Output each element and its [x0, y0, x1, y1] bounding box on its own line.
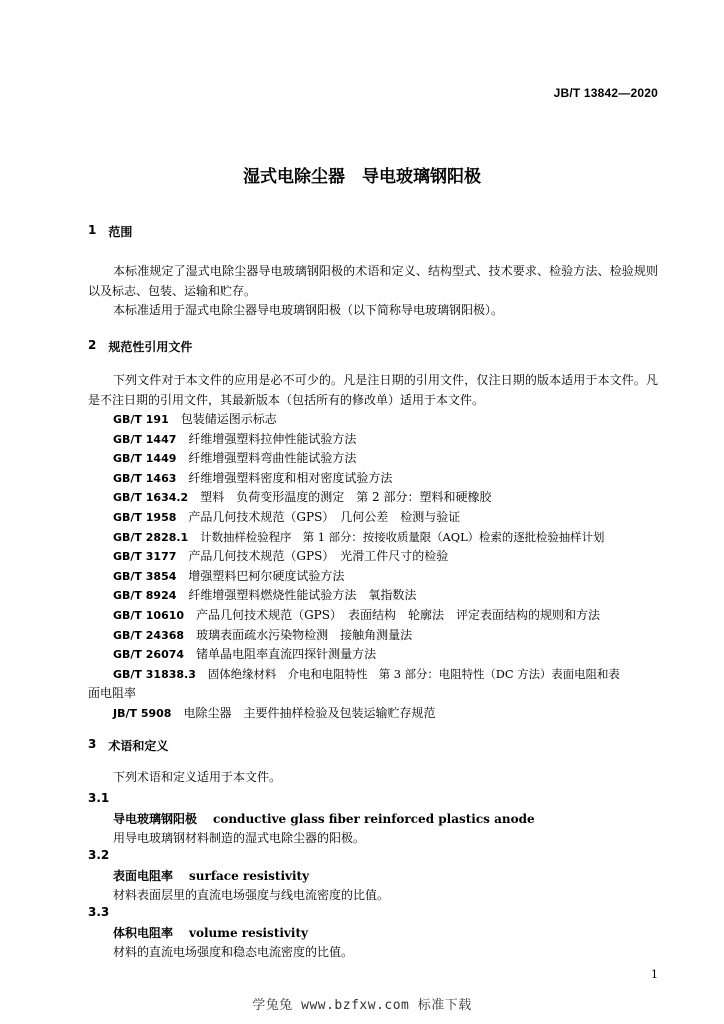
term-chinese: 表面电阻率 — [113, 869, 174, 883]
section-2-intro — [88, 371, 658, 410]
reference-title: 纤维增强塑料弯曲性能试验方法 — [188, 451, 357, 466]
download-watermark: 学兔兔 www.bzfxw.com 标准下载 — [252, 998, 472, 1013]
term-definition: 材料的直流电场强度和稳态电流密度的比值。 — [113, 945, 354, 959]
reference-title: 产品几何技术规范（GPS） 光滑工件尺寸的检验 — [188, 549, 449, 564]
reference-code: GB/T 1634.2 — [113, 491, 189, 505]
reference-code: GB/T 31838.3 — [113, 667, 196, 681]
section-3-heading — [88, 737, 658, 754]
section-3-intro — [88, 768, 658, 788]
term-english: surface resistivity — [189, 869, 310, 883]
reference-item — [88, 626, 658, 646]
section-number: 2 — [88, 338, 97, 352]
page-number: 1 — [651, 968, 658, 981]
reference-title: 纤维增强塑料拉伸性能试验方法 — [188, 431, 357, 446]
reference-title: 产品几何技术规范（GPS） 几何公差 检测与验证 — [188, 509, 461, 524]
clause-number: 3.3 — [88, 905, 110, 919]
section-1-body — [88, 262, 658, 321]
reference-title: 包装储运图示标志 — [180, 412, 277, 426]
term-definition: 材料表面层里的直流电场强度与线电流密度的比值。 — [113, 888, 390, 902]
normative-references-list — [88, 410, 658, 724]
reference-item — [88, 528, 658, 548]
section-title: 范围 — [108, 225, 133, 239]
section-number: 1 — [88, 223, 97, 237]
reference-code: GB/T 191 — [113, 413, 169, 426]
reference-title: 锗单晶电阻率直流四探针测量方法 — [196, 647, 377, 662]
section-title: 规范性引用文件 — [108, 340, 193, 354]
reference-title: 产品几何技术规范（GPS） 表面结构 轮廓法 评定表面结构的规则和方法 — [196, 607, 600, 622]
reference-code: GB/T 3854 — [113, 569, 177, 583]
reference-item — [88, 606, 658, 626]
document-title: 湿式电除尘器 导电玻璃钢阳极 — [243, 167, 481, 187]
reference-title: 纤维增强塑料燃烧性能试验方法 氧指数法 — [188, 588, 417, 603]
reference-title-continued: 面电阻率 — [88, 686, 137, 701]
reference-code: GB/T 24368 — [113, 628, 185, 642]
reference-title: 玻璃表面疏水污染物检测 接触角测量法 — [196, 627, 413, 642]
term-entry — [113, 924, 308, 941]
clause-number: 3.1 — [88, 791, 110, 805]
term-chinese: 导电玻璃钢阳极 — [113, 812, 198, 826]
reference-item — [88, 645, 658, 665]
reference-title: 增强塑料巴柯尔硬度试验方法 — [188, 568, 345, 583]
reference-code: GB/T 26074 — [113, 648, 185, 662]
reference-title: 电除尘器 主要件抽样检验及包装运输贮存规范 — [183, 705, 436, 720]
reference-title: 计数抽样检验程序 第 1 部分：按接收质量限（AQL）检索的逐批检验抽样计划 — [200, 529, 605, 544]
reference-code: GB/T 10610 — [113, 608, 185, 622]
reference-code: GB/T 1447 — [113, 432, 177, 446]
paragraph: 下列文件对于本文件的应用是必不可少的。凡是注日期的引用文件，仅注日期的版本适用于本文件。凡是不注日期的引用文件，其最新版本（包括所有的修改单）适用于本文件。 — [88, 373, 658, 407]
reference-item — [88, 508, 658, 528]
reference-item — [88, 704, 658, 724]
reference-code: JB/T 5908 — [113, 706, 172, 720]
reference-code: GB/T 8924 — [113, 589, 177, 603]
reference-code: GB/T 1958 — [113, 510, 177, 524]
reference-item — [88, 430, 658, 450]
section-1-heading — [88, 223, 658, 240]
paragraph: 下列术语和定义适用于本文件。 — [113, 770, 282, 784]
reference-code: GB/T 3177 — [113, 550, 177, 564]
section-number: 3 — [88, 737, 97, 751]
reference-title: 固体绝缘材料 介电和电阻特性 第 3 部分：电阻特性（DC 方法）表面电阻和表 — [207, 666, 620, 681]
clause-number: 3.2 — [88, 848, 110, 862]
reference-code: GB/T 1463 — [113, 471, 177, 485]
standard-number: JB/T 13842—2020 — [553, 86, 658, 100]
reference-item — [88, 449, 658, 469]
reference-item — [88, 410, 658, 430]
reference-title: 塑料 负荷变形温度的测定 第 2 部分：塑料和硬橡胶 — [200, 490, 492, 505]
section-title: 术语和定义 — [108, 739, 169, 753]
paragraph: 本标准适用于湿式电除尘器导电玻璃钢阳极（以下简称导电玻璃钢阳极）。 — [113, 303, 504, 317]
reference-code: GB/T 1449 — [113, 452, 177, 466]
section-2-heading — [88, 338, 658, 355]
reference-item — [88, 586, 658, 606]
term-english: volume resistivity — [189, 926, 308, 940]
reference-code: GB/T 2828.1 — [113, 530, 189, 544]
reference-item — [88, 488, 658, 508]
term-english: conductive glass fiber reinforced plastics anode — [213, 812, 535, 826]
term-entry — [113, 810, 535, 827]
term-entry — [113, 867, 309, 884]
paragraph: 本标准规定了湿式电除尘器导电玻璃钢阳极的术语和定义、结构型式、技术要求、检验方法、检验规则以及标志、包装、运输和贮存。 — [88, 264, 658, 298]
reference-item — [88, 469, 658, 489]
term-definition: 用导电玻璃钢材料制造的湿式电除尘器的阳极。 — [113, 831, 366, 845]
reference-item — [88, 665, 658, 704]
reference-title: 纤维增强塑料密度和相对密度试验方法 — [188, 470, 393, 485]
reference-item — [88, 567, 658, 587]
reference-item — [88, 547, 658, 567]
term-chinese: 体积电阻率 — [113, 926, 174, 940]
